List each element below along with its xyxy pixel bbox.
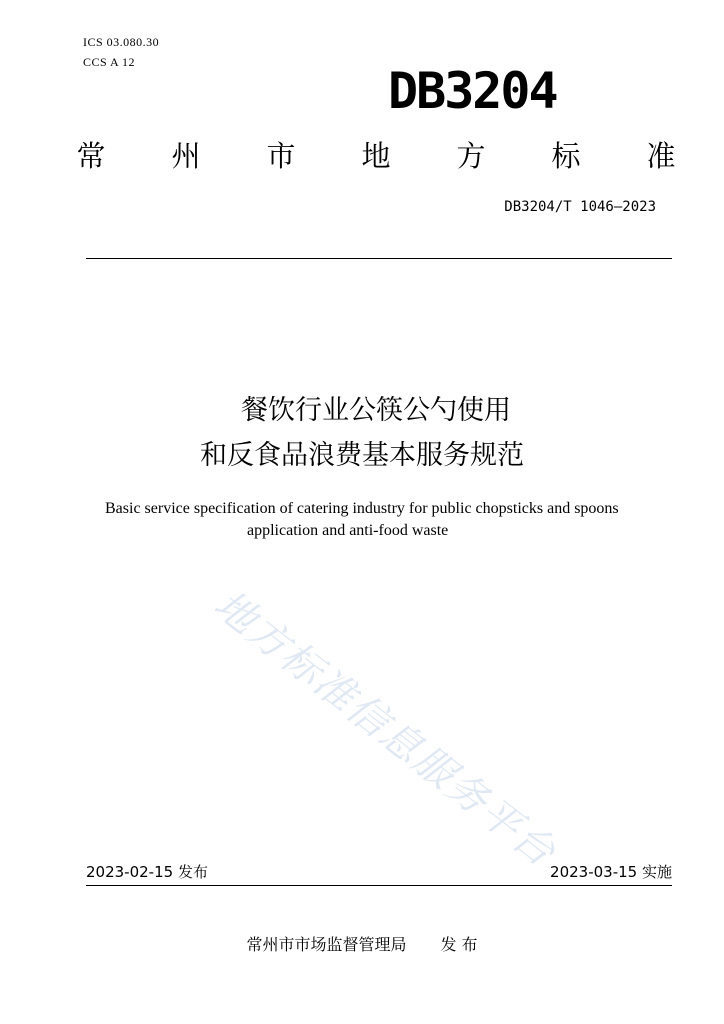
ics-code: ICS 03.080.30 [83,35,160,49]
category-char: 常 [76,139,106,173]
category-char: 地 [361,139,391,173]
title-cn-line2: 和反食品浪费基本服务规范 [200,440,524,471]
title-en-line1: Basic service specification of catering industry for public chopsticks and spoons [105,500,619,517]
title-en-line2: application and anti-food waste [247,522,449,539]
category-char: 市 [266,139,296,173]
standard-mark: DB3204 [388,62,557,120]
issuer-action: 发 布 [440,935,478,954]
category-char: 标 [551,139,581,173]
issuer-line [0,934,724,956]
issue-date: 2023-02-15 发布 [86,863,208,881]
implementation-date: 2023-03-15 实施 [550,863,672,881]
watermark: 地方标准信息服务平台 [205,581,565,877]
top-divider [86,258,672,259]
standard-number: DB3204/T 1046—2023 [504,199,656,215]
ccs-code: CCS A 12 [83,55,136,69]
standard-category [76,136,676,176]
title-cn-line1: 餐饮行业公筷公勺使用 [241,395,511,426]
bottom-divider [86,885,672,886]
category-char: 州 [171,139,201,173]
issuer-name: 常州市市场监督管理局 [246,935,407,954]
category-char: 准 [646,139,676,173]
category-char: 方 [456,139,486,173]
